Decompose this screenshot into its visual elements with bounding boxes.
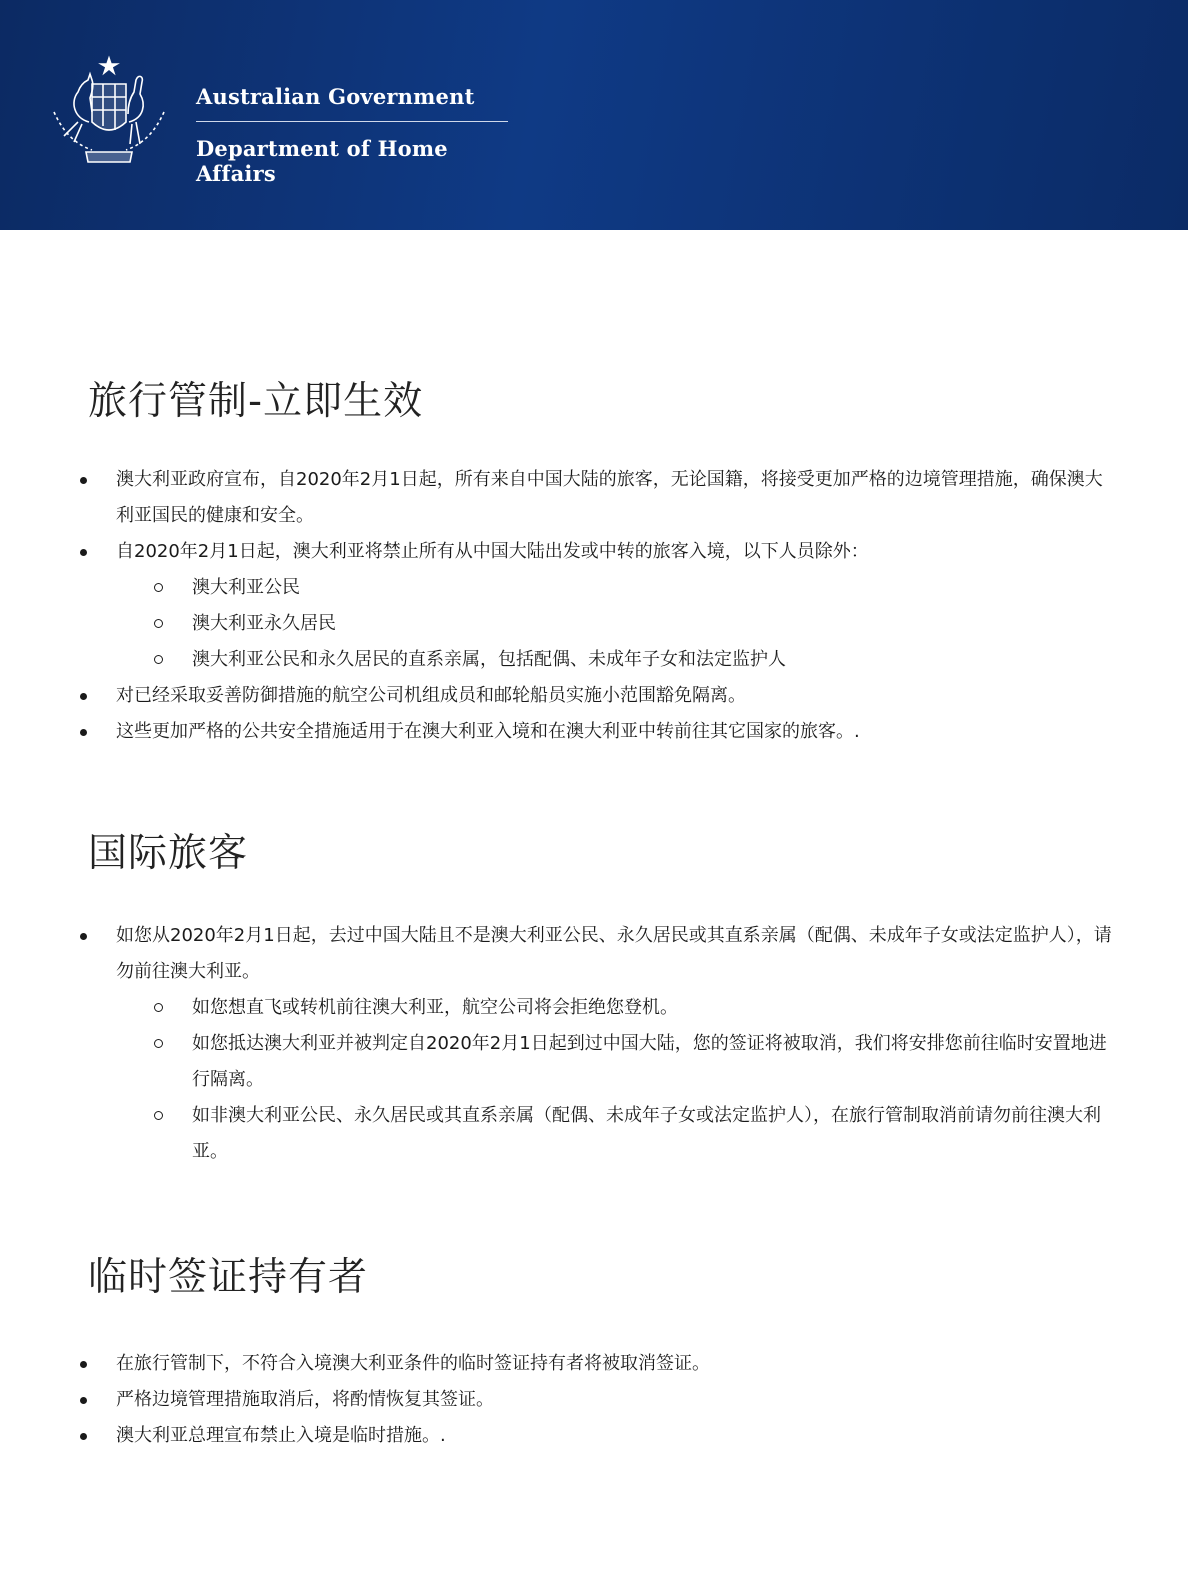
list-item: 严格边境管理措施取消后，将酌情恢复其签证。: [88, 1382, 1118, 1418]
sub-list-item: 如您抵达澳大利亚并被判定自2020年2月1日起到过中国大陆，您的签证将被取消，我们将安排您前往临时安置地进行隔离。: [88, 1026, 1118, 1098]
coat-of-arms-icon: [34, 52, 184, 172]
government-name: Australian Government: [196, 84, 508, 122]
agency-lockup: [196, 84, 508, 186]
list-item: 澳大利亚政府宣布，自2020年2月1日起，所有来自中国大陆的旅客，无论国籍，将接受更加严格的边境管理措施，确保澳大利亚国民的健康和安全。: [88, 462, 1118, 534]
section-title: 临时签证持有者: [88, 1255, 369, 1300]
section-title: 国际旅客: [88, 831, 249, 876]
list-item: 自2020年2月1日起，澳大利亚将禁止所有从中国大陆出发或中转的旅客入境，以下人员除外：: [88, 534, 1118, 570]
bullet-list: [88, 1346, 1118, 1454]
list-item: 在旅行管制下，不符合入境澳大利亚条件的临时签证持有者将被取消签证。: [88, 1346, 1118, 1382]
section-travel-restrictions: [88, 370, 1118, 750]
bullet-list: [88, 918, 1118, 1170]
header-banner: [0, 0, 1188, 230]
section-temporary-visa-holders: [88, 1246, 1118, 1454]
sub-list-item: 澳大利亚公民和永久居民的直系亲属，包括配偶、未成年子女和法定监护人: [88, 642, 1118, 678]
list-item: 这些更加严格的公共安全措施适用于在澳大利亚入境和在澳大利亚中转前往其它国家的旅客。.: [88, 714, 1118, 750]
sub-list-item: 如非澳大利亚公民、永久居民或其直系亲属（配偶、未成年子女或法定监护人），在旅行管制取消前请勿前往澳大利亚。: [88, 1098, 1118, 1170]
department-name: Department of Home Affairs: [196, 136, 448, 186]
list-item: 澳大利亚总理宣布禁止入境是临时措施。.: [88, 1418, 1118, 1454]
section-title: 旅行管制-立即生效: [88, 379, 424, 424]
bullet-list: [88, 462, 1118, 750]
sub-list-item: 澳大利亚永久居民: [88, 606, 1118, 642]
sub-list-item: 澳大利亚公民: [88, 570, 1118, 606]
list-item: 如您从2020年2月1日起，去过中国大陆且不是澳大利亚公民、永久居民或其直系亲属（配偶、未成年子女或法定监护人），请勿前往澳大利亚。: [88, 918, 1118, 990]
section-international-travellers: [88, 822, 1118, 1170]
sub-list-item: 如您想直飞或转机前往澳大利亚，航空公司将会拒绝您登机。: [88, 990, 1118, 1026]
list-item: 对已经采取妥善防御措施的航空公司机组成员和邮轮船员实施小范围豁免隔离。: [88, 678, 1118, 714]
